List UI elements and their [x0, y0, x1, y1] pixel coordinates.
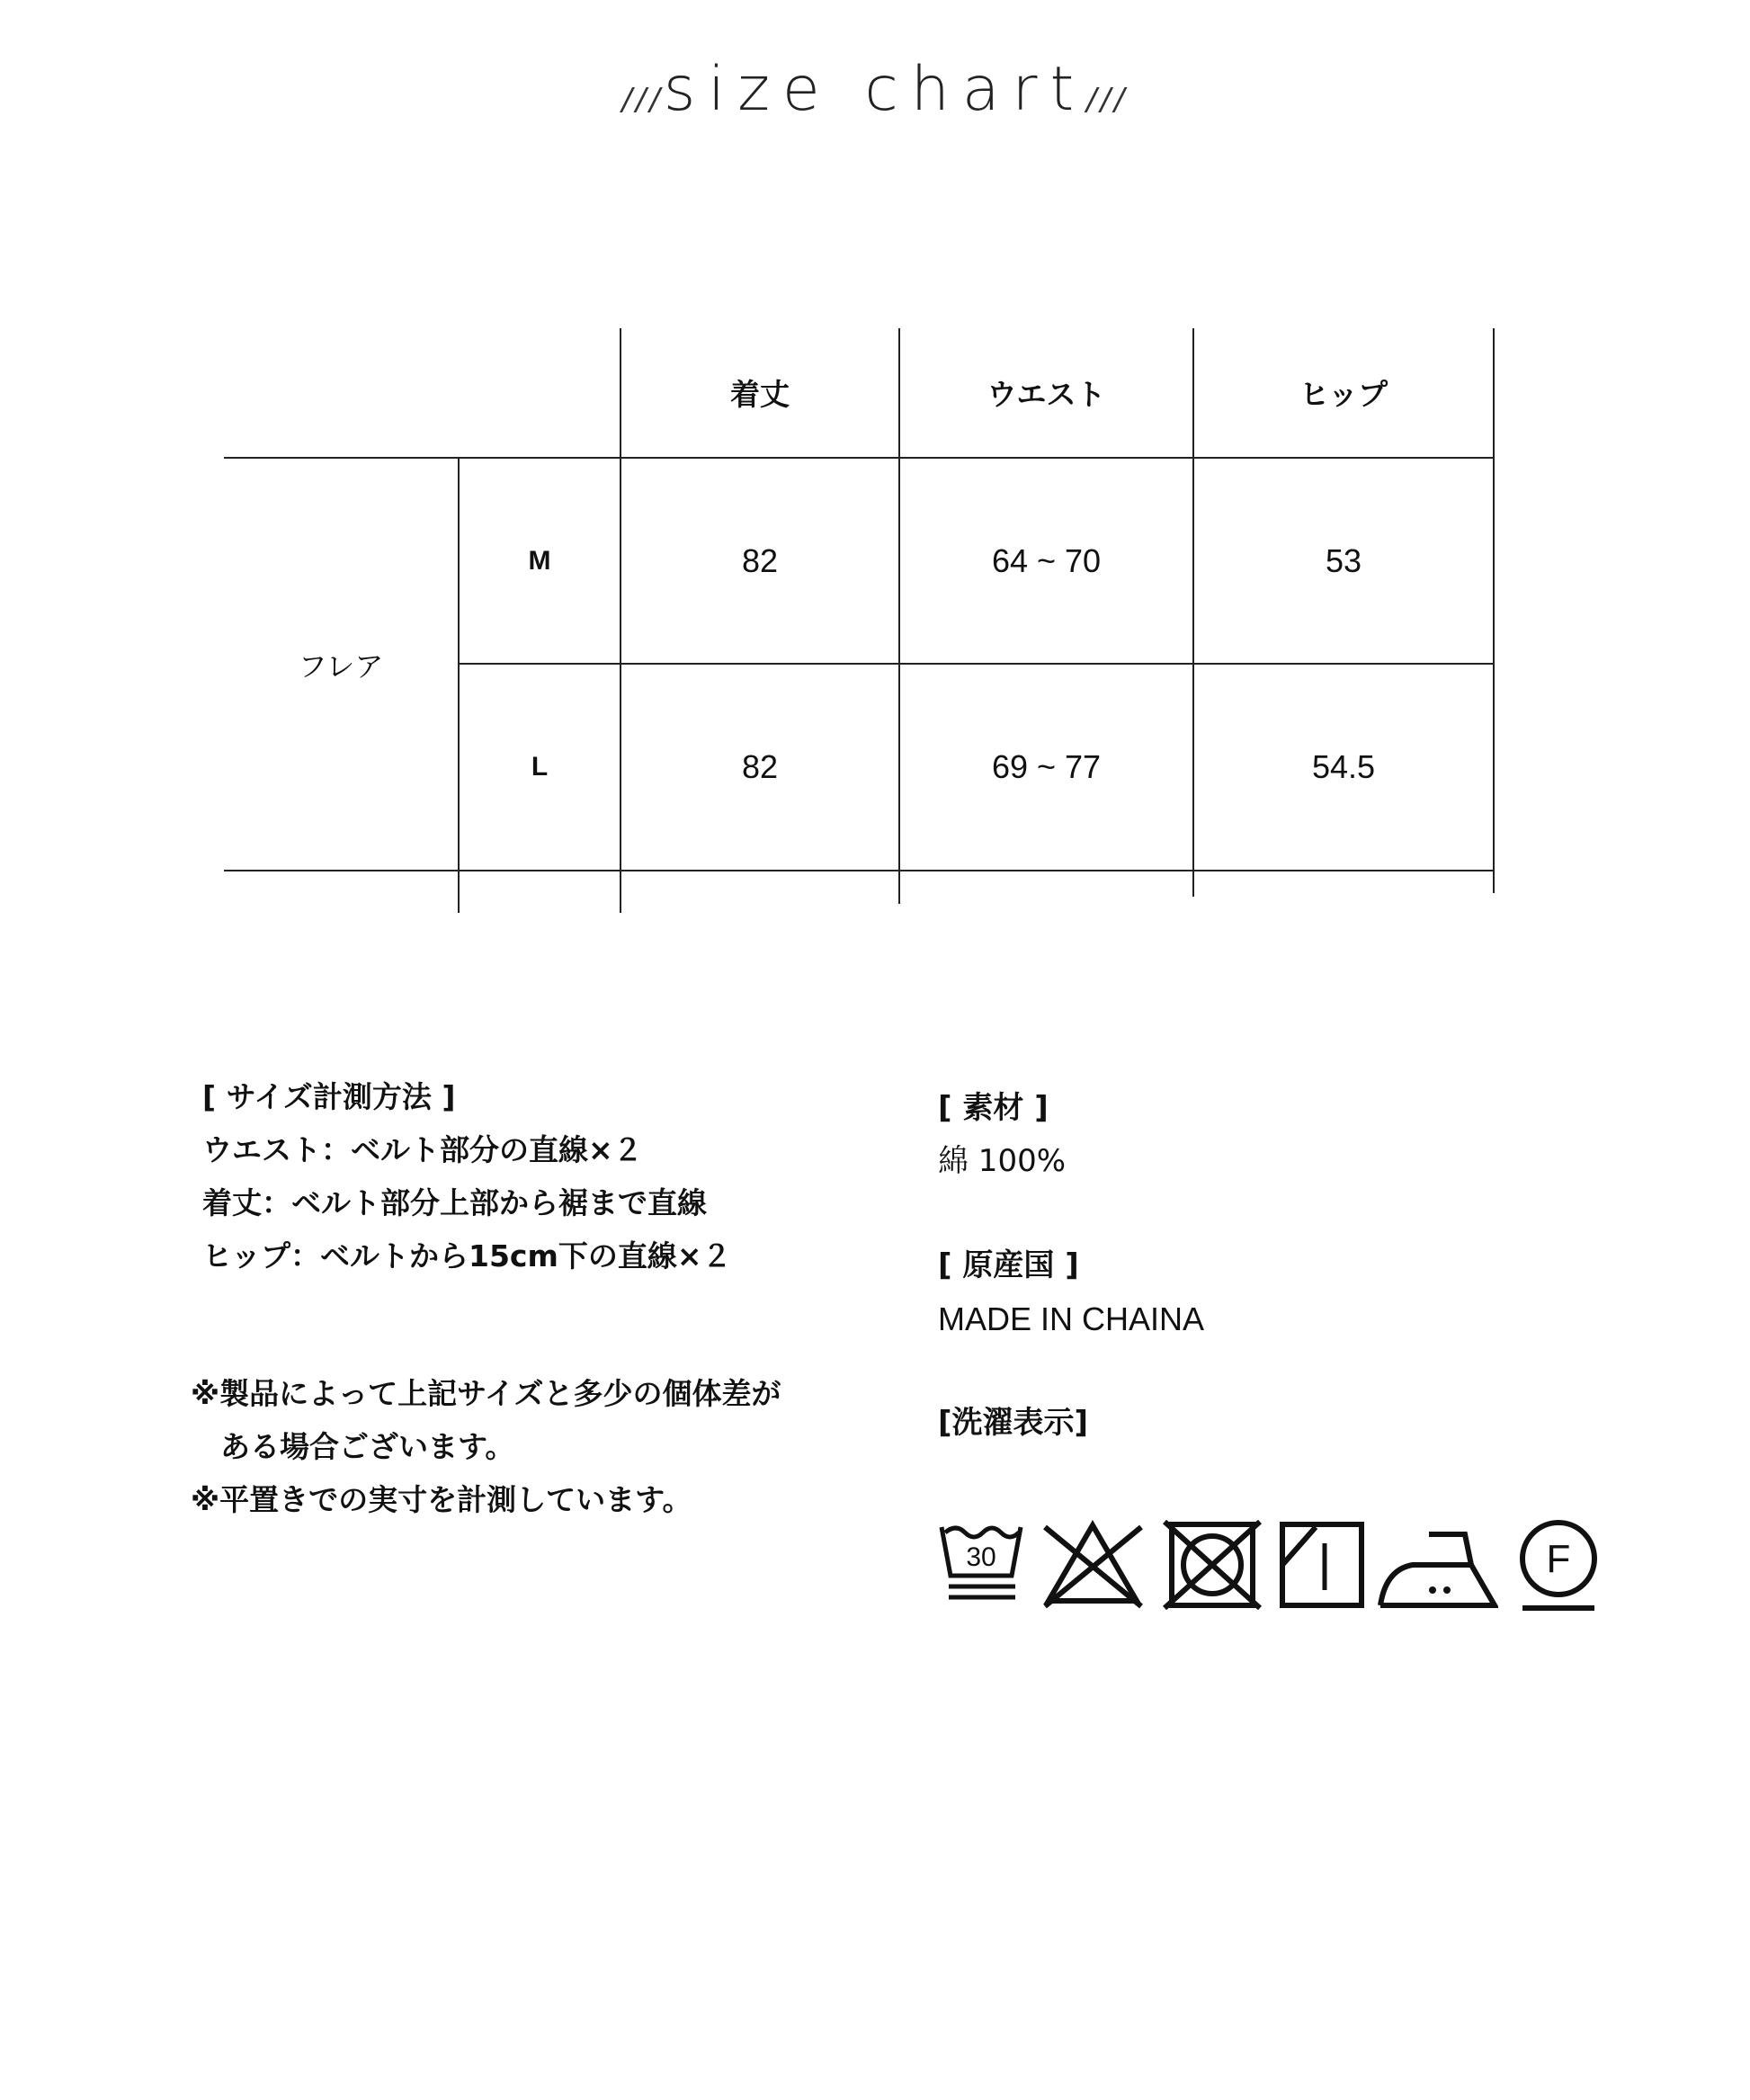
cell-m-waist: 64 ~ 70	[991, 541, 1102, 579]
cell-l-hip: 54.5	[1311, 748, 1376, 785]
line-dry-shade-icon	[1278, 1520, 1368, 1610]
table-rule	[1493, 328, 1495, 893]
origin-heading: [ 原産国 ]	[938, 1247, 1079, 1283]
measure-line: ウエスト：ベルト部分の直線×２	[202, 1132, 643, 1167]
measure-heading: [ サイズ計測方法 ]	[202, 1079, 456, 1114]
size-label-l: L	[531, 752, 549, 782]
note-line: ある場合ございます。	[191, 1429, 515, 1464]
cell-m-length: 82	[741, 541, 779, 579]
no-bleach-icon	[1041, 1520, 1145, 1610]
material-heading: [ 素材 ]	[938, 1090, 1049, 1126]
cell-m-hip: 53	[1325, 541, 1362, 579]
no-tumble-dry-icon	[1163, 1520, 1262, 1610]
measure-section	[202, 1070, 732, 1282]
measure-line: ヒップ：ベルトから15cm下の直線×２	[202, 1238, 732, 1273]
measure-line: 着丈：ベルト部分上部から裾まで直線	[202, 1185, 707, 1220]
size-label-m: M	[528, 545, 551, 576]
note-line: ※平置きでの実寸を計測しています。	[191, 1482, 692, 1517]
note-line: ※製品によって上記サイズと多少の個体差が	[191, 1376, 781, 1411]
title-text: size chart	[663, 54, 1087, 125]
title-deco-right: ///	[1086, 82, 1129, 118]
page-title	[0, 54, 1750, 125]
table-rule	[224, 870, 1495, 871]
origin-value: MADE IN CHAINA	[938, 1300, 1205, 1337]
washing-heading: [洗濯表示]	[938, 1405, 1089, 1441]
washing-section	[938, 1397, 1088, 1450]
svg-text:F: F	[1546, 1537, 1571, 1581]
wash-30-gentle-icon	[938, 1520, 1028, 1610]
cell-l-waist: 69 ~ 77	[991, 748, 1102, 785]
care-icons	[938, 1520, 1603, 1619]
header-length: 着丈	[730, 378, 790, 411]
header-waist: ウエスト	[987, 378, 1106, 411]
material-section	[938, 1082, 1066, 1188]
svg-text:30: 30	[966, 1542, 996, 1572]
row-group-label: フレア	[298, 649, 384, 683]
material-value: 綿 100%	[938, 1143, 1067, 1179]
iron-medium-icon	[1377, 1520, 1498, 1610]
cell-l-length: 82	[741, 748, 779, 785]
notes-section	[191, 1367, 781, 1526]
title-deco-left: ///	[621, 82, 664, 118]
header-hip: ヒップ	[1299, 378, 1388, 411]
dry-clean-f-icon	[1513, 1520, 1603, 1614]
origin-section	[938, 1239, 1204, 1345]
